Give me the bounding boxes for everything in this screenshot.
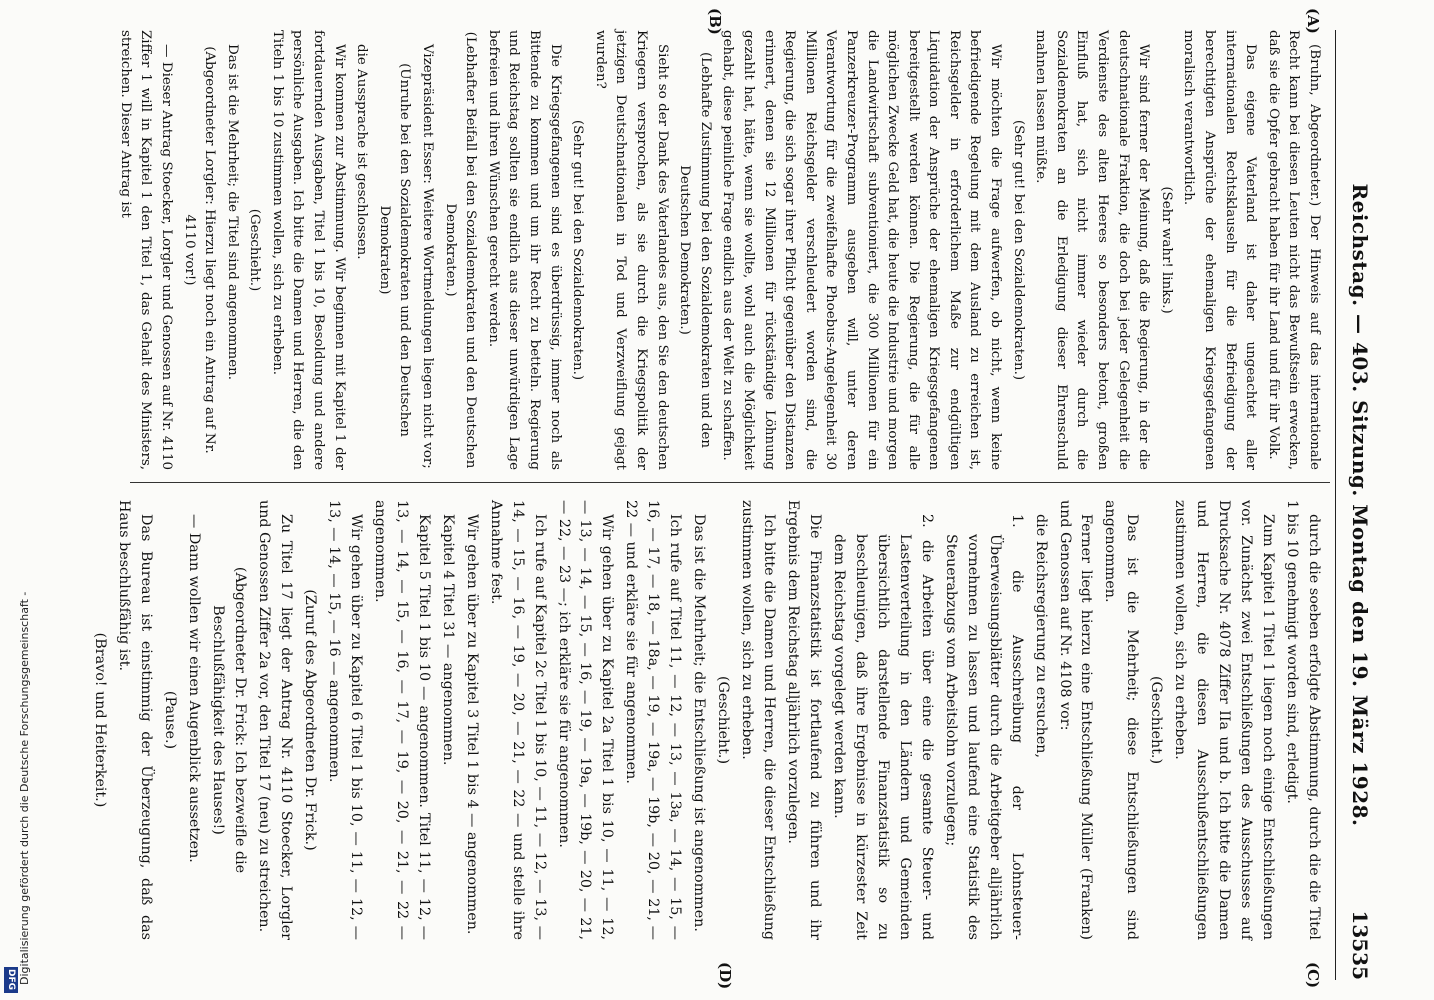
column-divider [130, 482, 1330, 483]
margin-letter-c: (C) [1304, 962, 1322, 989]
page-number: 13535 [1348, 910, 1372, 980]
page-title: Reichstag. — 403. Sitzung. Montag den 19. März 1928. [1348, 183, 1372, 827]
interjection-text: (Zuruf des Abgeordneten Dr. Frick.) [302, 589, 319, 851]
paragraph: Kapitel 4 Titel 31 — angenommen. [439, 514, 456, 766]
paragraph: Vizepräsident Esser: Weitere Wortmeldungen liegen nicht vor; [420, 44, 436, 469]
interjection-text: (Lebhafter Beifall bei den Sozialdemokraten und den Deutschen Demokraten.) [442, 31, 479, 469]
paragraph: Das Bureau ist einstimmig der Überzeugung, daß das Haus beschlußfähig ist. [116, 500, 155, 940]
paragraph: Die Kriegsgefangenen sind es überdrüssig, immer noch als Bittende zu kommen und um ihr Recht zu betteln. Regierung und Reichstag sollten sie endlich aus dieser unwürdigen Lage befreien und ihren Wünschen gerecht werden. [485, 30, 563, 470]
paragraph: Wir gehen über zu Kapitel 2a Titel 1 bis 10, — 11, — 12, — 13, — 14, — 15, — 16, — 19, — 19a, — 19b, — 20, — 21, — 22, — 23 —; ich erkläre sie für angenommen. [555, 500, 616, 940]
paragraph: Sieht so der Dank des Vaterlandes aus, den Sie den deutschen Kriegern versprochen, als sie durch die Kriegspolitik der jetzigen Deutschnationalen in Tod und Verzweiflung gejagt wurden? [592, 30, 670, 470]
interjection-text: (Geschieht.) [247, 208, 263, 292]
interjection-text: (Unruhe bei den Sozialdemokraten und den Deutschen Demokraten) [376, 63, 413, 437]
interjection-text: (Geschieht.) [1148, 675, 1165, 765]
margin-letter-d: (D) [716, 962, 734, 990]
interjection-text: (Lebhafte Zustimmung bei den Sozialdemokraten und den Deutschen Demokraten.) [677, 51, 713, 449]
interjection-text: (Sehr gut! bei den Sozialdemokraten.) [1010, 119, 1026, 381]
paragraph: Kapitel 5 Titel 1 bis 10 — angenommen. Titel 11, — 12, — 13, — 14, — 15, — 16, — 17, — 19, — 20, — 21, — 22 — angenommen. [371, 500, 432, 940]
paragraph: Ferner liegt hierzu eine Entschließung Müller (Franken) und Genossen auf Nr. 4108 vor: [1056, 500, 1095, 940]
paragraph: Ich rufe auf Titel 11, — 12, — 13, — 13a, — 14, — 15, — 16, — 17, — 18, — 18a, — 19, — 19a, — 19b, — 20, — 21, — 22 — und erkläre sie für angenommen. [623, 500, 684, 940]
left-column [112, 30, 1324, 470]
paragraph: die Reichsregierung zu ersuchen, [1032, 514, 1049, 759]
paragraph: Ich rufe auf Kapitel 2c Titel 1 bis 10, — 11, — 12, — 13, — 14, — 15, — 16, — 19, — 20, — 21, — 22 — und stelle ihre Annahme fest. [487, 500, 548, 940]
paragraph: Wir kommen zur Abstimmung. Wir beginnen mit Kapitel 1 der fortdauernden Ausgaben, Titel 1 bis 10, Besoldung und andere persönliche Ausgaben. Ich bitte die Damen und Herren, die den Titeln 1 bis 10 zustimmen wollen, sich zu erheben. [269, 30, 347, 470]
paragraph: — Dann wollen wir einen Augenblick aussetzen. [186, 514, 203, 863]
numbered-item: 2. die Arbeiten über eine die gesamte Steuer- und Lastenverteilung in den Ländern und Gemeinden übersichtlich darstellende Finanzstatistik so zu beschleunigen, daß ihre Ergebnisse in kürzester Zeit dem Reichstag vorgelegt werden kann. [830, 514, 935, 940]
paragraph: Das ist die Mehrheit; diese Entschließungen sind angenommen. [1102, 500, 1141, 940]
paragraph: Die Finanzstatistik ist fortlaufend zu führen und ihr Ergebnis dem Reichstag alljährlich vorzulegen. [785, 500, 824, 940]
page-header [1335, 30, 1376, 980]
paragraph: durch die soeben erfolgte Abstimmung, durch die die Titel 1 bis 10 genehmigt worden sind, erledigt. [1284, 500, 1322, 940]
paragraph: Zum Kapitel 1 Titel 1 liegen noch einige Entschließungen vor. Zunächst zwei Entschließungen des Ausschusses auf Drucksache Nr. 4078 Ziffer IIa und b. Ich bitte die Damen und Herren, die diesen Ausschußentschließungen zustimmen wollen, sich zu erheben. [1172, 500, 1277, 940]
right-column [87, 500, 1324, 940]
interjection-text: (Geschieht.) [715, 675, 732, 765]
numbered-item: 1. die Ausschreibung der Lohnsteuer-Überweisungsblätter durch die Arbeitgeber alljährlich vornehmen zu lassen und laufend eine Statistik des Steuerabzugs vom Arbeitslohn vorzulegen; [942, 514, 1025, 940]
paragraph: Das ist die Mehrheit; die Titel sind angenommen. [224, 44, 240, 381]
dfg-logo: DFG [4, 967, 18, 993]
interjection-text: (Abgeordneter Lorgler: Hierzu liegt noch ein Antrag auf Nr. 4110 vor!) [181, 46, 218, 454]
paragraph: Wir gehen über zu Kapitel 6 Titel 1 bis 10, — 11, — 12, — 13, — 14, — 15, — 16 — angenommen. [326, 500, 364, 940]
margin-letter-a: (A) [1304, 8, 1322, 34]
paragraph: Zu Titel 17 liegt der Antrag Nr. 4110 Stoecker, Lorgler und Genossen Ziffer 2a vor, den Titel 17 (neu) zu streichen. [256, 500, 295, 940]
paragraph: Das eigene Vaterland ist daher ungeachtet aller internationalen Rechtsklauseln für die Befriedigung der berechtigten Ansprüche der ehemaligen Kriegsgefangenen moralisch verantwortlich. [1181, 30, 1259, 470]
paragraph: (Bruhn, Abgeordneter.) Der Hinweis auf das internationale Recht kann bei diesen Leuten nicht das Bewußtsein erwecken, daß sie die Opfer gebracht haben für ihr Land und für ihr Volk. [1265, 30, 1322, 470]
paragraph: Das ist die Mehrheit; die Entschließung ist angenommen. [691, 514, 708, 932]
paragraph: Wir gehen über zu Kapitel 3 Titel 1 bis 4 — angenommen. [463, 514, 480, 935]
paragraph: Wir sind ferner der Meinung, daß die Regierung, in der die deutschnationale Fraktion, die doch bei jeder Gelegenheit die Verdienste des alten Heeres so besonders betont, großen Einfluß hat, sich nicht immer wieder durch die Sozialdemokraten an die Erledigung dieser Ehrenschuld mahnen lassen müßte. [1033, 30, 1152, 470]
interjection-text: (Pause.) [162, 690, 179, 750]
paragraph: Ich bitte die Damen und Herren, die dieser Entschließung zustimmen wollen, sich zu erheben. [739, 500, 778, 940]
paragraph: Wir möchten die Frage aufwerfen, ob nicht, wenn keine befriedigende Regelung mit dem Ausland zu erreichen ist, Reichsgelder in erforderlichem Maße zur endgültigen Liquidation der Ansprüche der ehemaligen Kriegsgefangenen bereitgestellt werden können. Die Regierung, die für alle möglichen Zwecke Geld hat, die heute die Industrie und morgen die Landwirtschaft subventioniert, die 300 Millionen für ein Panzerkreuzer-Programm ausgeben will, unter deren Verantwortung für die zweifelhafte Phoebus-Angelegenheit 30 Millionen Reichsgelder verschleudert worden sind, die Regierung, die sich sogar ihrer Pflicht gegenüber den Distanzen erinnert, denen sie 12 Millionen für rückständige Löhnung gezahlt hat, hätte, wenn sie wollte, wohl auch die Möglichkeit gehabt, diese peinliche Frage endlich aus der Welt zu schaffen. [720, 30, 1004, 470]
interjection-text: (Abgeordneter Dr. Frick: Ich bezweifle die Beschlußfähigkeit des Hauses!) [210, 566, 249, 874]
margin-letter-b: (B) [706, 8, 724, 35]
interjection-text: (Bravo! und Heiterkeit.) [92, 632, 109, 808]
paragraph: die Aussprache ist geschlossen. [354, 44, 370, 260]
interjection-text: (Sehr gut! bei den Sozialdemokraten.) [570, 119, 586, 381]
interjection-text: (Sehr wahr! links.) [1158, 186, 1174, 314]
digitization-note: Digitalisierung gefördert durch die Deutsche Forschungsgemeinschaft - [18, 591, 31, 985]
paragraph: — Dieser Antrag Stoecker, Lorgler und Genossen auf Nr. 4110 Ziffer 1 will in Kapitel 1 den Titel 1, das Gehalt des Ministers, streichen. Dieser Antrag ist [117, 30, 174, 470]
